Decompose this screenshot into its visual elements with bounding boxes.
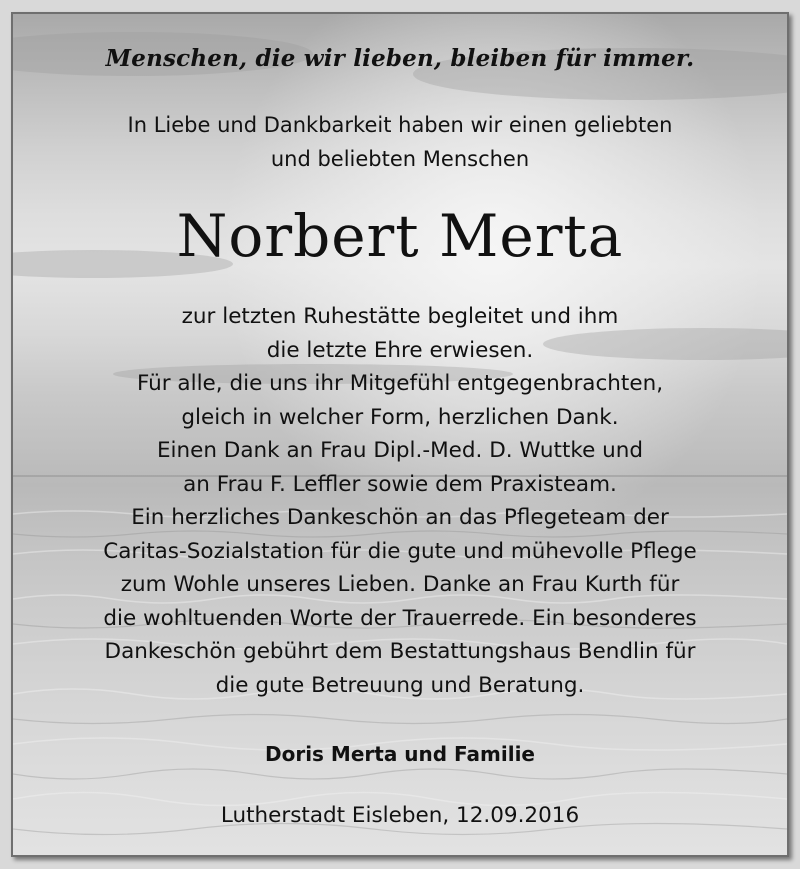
body-line: an Frau F. Leffler sowie dem Praxisteam. <box>183 471 617 497</box>
notice-content <box>13 14 787 855</box>
body-line: Für alle, die uns ihr Mitgefühl entgegenbrachten, <box>136 371 664 396</box>
body-line: gleich in welcher Form, herzlichen Dank. <box>181 404 619 430</box>
body-line: Einen Dank an Frau Dipl.-Med. D. Wuttke und <box>156 438 644 463</box>
body-line: die letzte Ehre erwiesen. <box>266 337 534 363</box>
body-line: zur letzten Ruhestätte begleitet und ihm <box>181 304 619 329</box>
motto-heading: Menschen, die wir lieben, bleiben für immer. <box>105 45 695 72</box>
family-signature: Doris Merta und Familie <box>265 742 535 766</box>
thanks-text <box>13 300 787 702</box>
place-date: Lutherstadt Eisleben, 12.09.2016 <box>220 803 580 828</box>
intro-line: und beliebten Menschen <box>270 147 530 171</box>
intro-line: In Liebe und Dankbarkeit haben wir einen geliebten <box>127 113 673 137</box>
body-line: Dankeschön gebührt dem Bestattungshaus Bendlin für <box>104 639 696 664</box>
notice-frame <box>11 12 789 857</box>
deceased-name: Norbert Merta <box>176 202 624 270</box>
body-line: Caritas-Sozialstation für die gute und mühevolle Pflege <box>103 538 697 564</box>
body-line: zum Wohle unseres Lieben. Danke an Frau Kurth für <box>120 572 680 597</box>
body-line: die wohltuenden Worte der Trauerrede. Ein besonderes <box>103 605 697 631</box>
body-line: die gute Betreuung und Beratung. <box>215 672 585 698</box>
intro-text <box>13 108 787 176</box>
body-line: Ein herzliches Dankeschön an das Pflegeteam der <box>131 505 669 530</box>
